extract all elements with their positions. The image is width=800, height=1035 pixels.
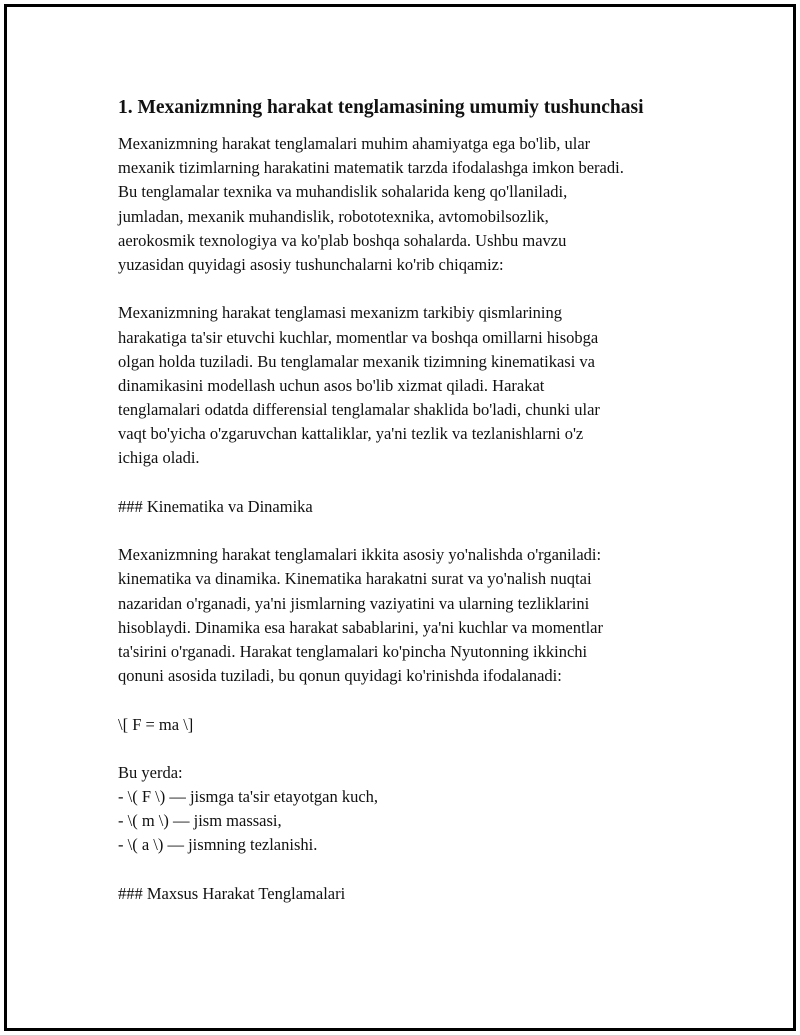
blank-line (118, 277, 698, 301)
blank-line (118, 519, 698, 543)
text-line: hisoblaydi. Dinamika esa harakat sabablarini, ya'ni kuchlar va momentlar (118, 617, 603, 637)
text-line: qonuni asosida tuziladi, bu qonun quyidagi ko'rinishda ifodalanadi: (118, 666, 562, 686)
blank-line (118, 737, 698, 761)
definitions-intro: Bu yerda: (118, 762, 183, 782)
text-line: Mexanizmning harakat tenglamasi mexanizm tarkibiy qismlarining (118, 303, 563, 323)
text-line: vaqt bo'yicha o'zgaruvchan kattaliklar, ya'ni tezlik va tezlanishlarni o'z (118, 424, 584, 444)
heading-maxsus: ### Maxsus Harakat Tenglamalari (118, 883, 346, 903)
definition-item: - \( a \) — jismning tezlanishi. (118, 835, 318, 855)
text-line: Mexanizmning harakat tenglamalari muhim ahamiyatga ega bo'lib, ular (118, 134, 591, 153)
text-line: tenglamalari odatda differensial tenglamalar shaklida bo'ladi, chunki ular (118, 400, 600, 420)
definitions-list (118, 761, 698, 858)
blank-line (118, 688, 698, 712)
paragraph-kinematics (118, 543, 698, 688)
definition-item: - \( F \) — jismga ta'sir etayotgan kuch, (118, 787, 379, 807)
text-line: ta'sirini o'rganadi. Harakat tenglamalari ko'pincha Nyutonning ikkinchi (118, 641, 588, 661)
paragraph-intro (118, 132, 698, 277)
text-line: jumladan, mexanik muhandislik, robototexnika, avtomobilsozlik, (118, 206, 549, 226)
text-line: Mexanizmning harakat tenglamalari ikkita asosiy yo'nalishda o'rganiladi: (118, 545, 602, 565)
paragraph-definition (118, 301, 698, 470)
heading-kinematika: ### Kinematika va Dinamika (118, 496, 313, 516)
text-line: aerokosmik texnologiya va ko'plab boshqa sohalarda. Ushbu mavzu (118, 230, 567, 250)
formula: \[ F = ma \] (118, 714, 194, 734)
text-line: yuzasidan quyidagi asosiy tushunchalarni ko'rib chiqamiz: (118, 254, 504, 274)
text-line: Bu tenglamalar texnika va muhandislik sohalarida keng qo'llaniladi, (118, 182, 568, 202)
text-line: nazaridan o'rganadi, ya'ni jismlarning vaziyatini va ularning tezliklarini (118, 593, 590, 613)
text-line: ichiga oladi. (118, 448, 200, 468)
document-title: 1. Mexanizmning harakat tenglamasining umumiy tushunchasi (118, 97, 644, 118)
text-line: mexanik tizimlarning harakatini matematik tarzda ifodalashga imkon beradi. (118, 158, 624, 178)
blank-line (118, 471, 698, 495)
document-body (118, 96, 698, 906)
blank-line (118, 858, 698, 882)
text-line: olgan holda tuziladi. Bu tenglamalar mexanik tizimning kinematikasi va (118, 351, 596, 371)
text-line: harakatiga ta'sir etuvchi kuchlar, momentlar va boshqa omillarni hisobga (118, 327, 599, 347)
text-line: dinamikasini modellash uchun asos bo'lib xizmat qiladi. Harakat (118, 375, 545, 395)
definition-item: - \( m \) — jism massasi, (118, 811, 282, 831)
text-line: kinematika va dinamika. Kinematika harakatni surat va yo'nalish nuqtai (118, 569, 592, 589)
